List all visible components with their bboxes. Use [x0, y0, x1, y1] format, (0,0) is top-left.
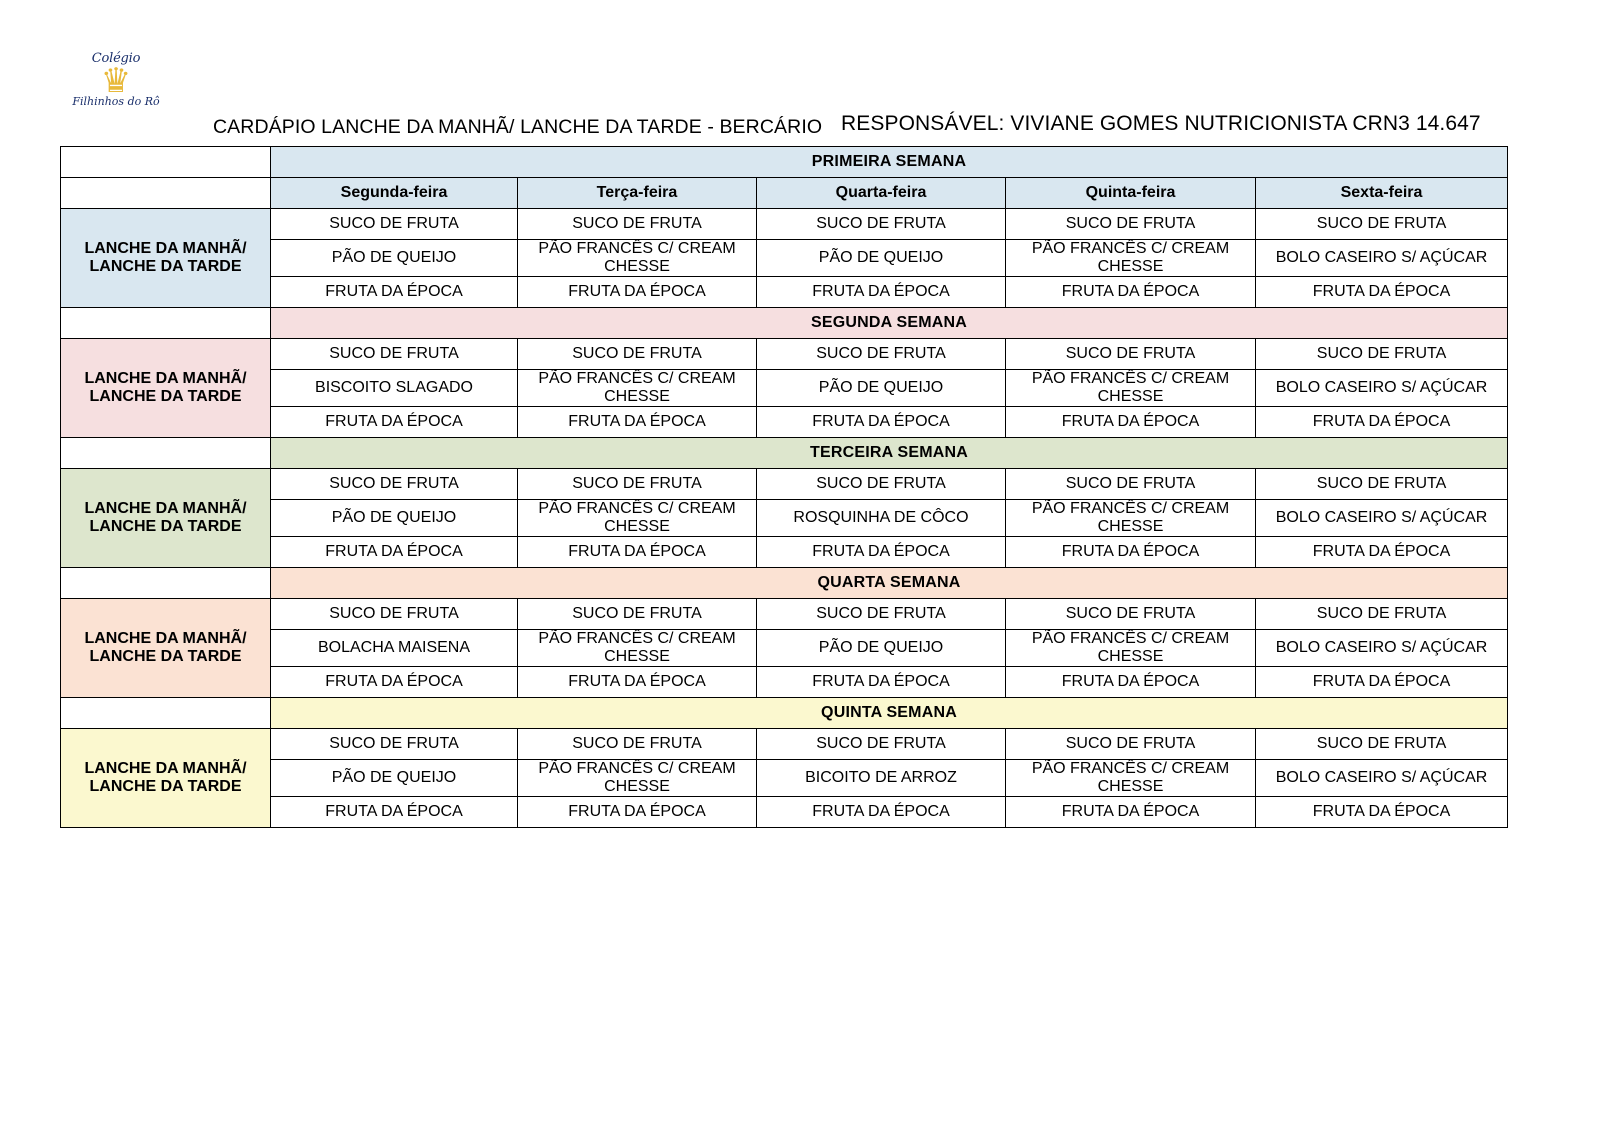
menu-item: FRUTA DA ÉPOCA — [1256, 797, 1508, 828]
menu-item: SUCO DE FRUTA — [518, 469, 757, 500]
menu-item: FRUTA DA ÉPOCA — [757, 797, 1006, 828]
menu-item: BISCOITO SLAGADO — [271, 370, 518, 407]
blank-cell — [61, 438, 271, 469]
menu-item: FRUTA DA ÉPOCA — [518, 667, 757, 698]
menu-item: PÃO DE QUEIJO — [271, 500, 518, 537]
menu-item: BOLO CASEIRO S/ AÇÚCAR — [1256, 760, 1508, 797]
menu-item: PÃO FRANCÊS C/ CREAM CHESSE — [518, 240, 757, 277]
menu-item: BICOITO DE ARROZ — [757, 760, 1006, 797]
menu-item: SUCO DE FRUTA — [271, 339, 518, 370]
table-row — [61, 797, 1508, 828]
menu-item: PÃO FRANCÊS C/ CREAM CHESSE — [1006, 500, 1256, 537]
menu-item: SUCO DE FRUTA — [1256, 729, 1508, 760]
menu-item: PÃO FRANCÊS C/ CREAM CHESSE — [1006, 370, 1256, 407]
menu-item: FRUTA DA ÉPOCA — [518, 407, 757, 438]
menu-item: PÃO DE QUEIJO — [757, 370, 1006, 407]
menu-item: SUCO DE FRUTA — [518, 729, 757, 760]
logo-script-bottom: Filhinhos do Rô — [72, 95, 160, 108]
menu-item: SUCO DE FRUTA — [1006, 599, 1256, 630]
row-label-line1: LANCHE DA MANHÃ/ — [84, 370, 247, 387]
week-banner-row — [61, 147, 1508, 178]
school-logo — [68, 52, 164, 142]
menu-item: FRUTA DA ÉPOCA — [518, 797, 757, 828]
week-banner: SEGUNDA SEMANA — [271, 308, 1508, 339]
menu-item: SUCO DE FRUTA — [757, 469, 1006, 500]
row-label-line2: LANCHE DA TARDE — [89, 518, 242, 535]
table-row — [61, 469, 1508, 500]
menu-item: FRUTA DA ÉPOCA — [1256, 277, 1508, 308]
menu-item: SUCO DE FRUTA — [1006, 469, 1256, 500]
menu-item: BOLACHA MAISENA — [271, 630, 518, 667]
table-row — [61, 240, 1508, 277]
row-label-line1: LANCHE DA MANHÃ/ — [84, 500, 247, 517]
table-row — [61, 407, 1508, 438]
menu-item: SUCO DE FRUTA — [271, 209, 518, 240]
meal-row-label — [61, 469, 271, 568]
row-label-line1: LANCHE DA MANHÃ/ — [84, 760, 247, 777]
day-header-2: Terça-feira — [518, 178, 757, 209]
table-row — [61, 537, 1508, 568]
day-header-5: Sexta-feira — [1256, 178, 1508, 209]
blank-cell — [61, 308, 271, 339]
menu-item: FRUTA DA ÉPOCA — [757, 407, 1006, 438]
menu-item: BOLO CASEIRO S/ AÇÚCAR — [1256, 630, 1508, 667]
menu-item: FRUTA DA ÉPOCA — [757, 537, 1006, 568]
table-row — [61, 339, 1508, 370]
day-header-1: Segunda-feira — [271, 178, 518, 209]
menu-item: PÃO FRANCÊS C/ CREAM CHESSE — [1006, 760, 1256, 797]
menu-item: PÃO FRANCÊS C/ CREAM CHESSE — [1006, 630, 1256, 667]
logo-script-top: Colégio — [91, 51, 141, 66]
day-header-3: Quarta-feira — [757, 178, 1006, 209]
menu-item: FRUTA DA ÉPOCA — [271, 277, 518, 308]
menu-item: FRUTA DA ÉPOCA — [271, 797, 518, 828]
menu-item: SUCO DE FRUTA — [271, 729, 518, 760]
table-row — [61, 729, 1508, 760]
menu-item: SUCO DE FRUTA — [1256, 209, 1508, 240]
menu-item: SUCO DE FRUTA — [1256, 339, 1508, 370]
menu-item: FRUTA DA ÉPOCA — [518, 277, 757, 308]
row-label-line1: LANCHE DA MANHÃ/ — [84, 630, 247, 647]
day-header-4: Quinta-feira — [1006, 178, 1256, 209]
menu-item: SUCO DE FRUTA — [1006, 209, 1256, 240]
menu-item: PÃO FRANCÊS C/ CREAM CHESSE — [518, 500, 757, 537]
menu-item: FRUTA DA ÉPOCA — [271, 667, 518, 698]
menu-item: FRUTA DA ÉPOCA — [1006, 277, 1256, 308]
menu-item: PÃO DE QUEIJO — [271, 760, 518, 797]
document-header — [0, 0, 1600, 148]
menu-item: SUCO DE FRUTA — [757, 339, 1006, 370]
menu-item: FRUTA DA ÉPOCA — [1006, 667, 1256, 698]
menu-item: BOLO CASEIRO S/ AÇÚCAR — [1256, 240, 1508, 277]
week-banner-row — [61, 698, 1508, 729]
row-label-line2: LANCHE DA TARDE — [89, 388, 242, 405]
menu-item: PÃO FRANCÊS C/ CREAM CHESSE — [1006, 240, 1256, 277]
menu-item: SUCO DE FRUTA — [1256, 469, 1508, 500]
row-label-line2: LANCHE DA TARDE — [89, 648, 242, 665]
menu-item: FRUTA DA ÉPOCA — [271, 537, 518, 568]
menu-item: FRUTA DA ÉPOCA — [1006, 407, 1256, 438]
row-label-line1: LANCHE DA MANHÃ/ — [84, 240, 247, 257]
menu-item: SUCO DE FRUTA — [271, 469, 518, 500]
menu-table-body — [61, 147, 1508, 828]
week-banner-row — [61, 568, 1508, 599]
table-row — [61, 667, 1508, 698]
meal-row-label — [61, 599, 271, 698]
meal-row-label — [61, 729, 271, 828]
menu-item: SUCO DE FRUTA — [1006, 339, 1256, 370]
menu-item: SUCO DE FRUTA — [1006, 729, 1256, 760]
week-banner-row — [61, 308, 1508, 339]
menu-item: SUCO DE FRUTA — [757, 209, 1006, 240]
crown-icon: ♛ — [100, 62, 132, 100]
meal-row-label — [61, 209, 271, 308]
table-row — [61, 630, 1508, 667]
blank-cell — [61, 178, 271, 209]
menu-table — [60, 146, 1508, 828]
menu-item: SUCO DE FRUTA — [757, 729, 1006, 760]
menu-item: PÃO FRANCÊS C/ CREAM CHESSE — [518, 370, 757, 407]
row-label-line2: LANCHE DA TARDE — [89, 778, 242, 795]
table-row — [61, 760, 1508, 797]
menu-item: FRUTA DA ÉPOCA — [757, 667, 1006, 698]
table-row — [61, 500, 1508, 537]
week-banner: TERCEIRA SEMANA — [271, 438, 1508, 469]
blank-cell — [61, 568, 271, 599]
menu-item: SUCO DE FRUTA — [271, 599, 518, 630]
menu-item: SUCO DE FRUTA — [518, 339, 757, 370]
table-row — [61, 370, 1508, 407]
week-banner: QUARTA SEMANA — [271, 568, 1508, 599]
menu-item: SUCO DE FRUTA — [757, 599, 1006, 630]
menu-item: PÃO DE QUEIJO — [271, 240, 518, 277]
menu-item: BOLO CASEIRO S/ AÇÚCAR — [1256, 500, 1508, 537]
table-row — [61, 599, 1508, 630]
week-banner: QUINTA SEMANA — [271, 698, 1508, 729]
week-banner-row — [61, 438, 1508, 469]
day-header-row — [61, 178, 1508, 209]
menu-item: PÃO FRANCÊS C/ CREAM CHESSE — [518, 630, 757, 667]
menu-item: SUCO DE FRUTA — [518, 209, 757, 240]
meal-row-label — [61, 339, 271, 438]
row-label-line2: LANCHE DA TARDE — [89, 258, 242, 275]
menu-item: FRUTA DA ÉPOCA — [1256, 537, 1508, 568]
menu-item: FRUTA DA ÉPOCA — [271, 407, 518, 438]
menu-item: FRUTA DA ÉPOCA — [757, 277, 1006, 308]
menu-item: PÃO DE QUEIJO — [757, 630, 1006, 667]
menu-item: FRUTA DA ÉPOCA — [518, 537, 757, 568]
table-row — [61, 277, 1508, 308]
menu-item: FRUTA DA ÉPOCA — [1256, 667, 1508, 698]
menu-item: SUCO DE FRUTA — [518, 599, 757, 630]
menu-item: FRUTA DA ÉPOCA — [1256, 407, 1508, 438]
responsible-nutritionist: RESPONSÁVEL: VIVIANE GOMES NUTRICIONISTA CRN3 14.647 — [841, 112, 1481, 135]
menu-item: BOLO CASEIRO S/ AÇÚCAR — [1256, 370, 1508, 407]
menu-item: PÃO DE QUEIJO — [757, 240, 1006, 277]
page-title: CARDÁPIO LANCHE DA MANHÃ/ LANCHE DA TARDE - BERCÁRIO — [213, 116, 823, 138]
menu-item: PÃO FRANCÊS C/ CREAM CHESSE — [518, 760, 757, 797]
menu-item: FRUTA DA ÉPOCA — [1006, 537, 1256, 568]
table-row — [61, 209, 1508, 240]
menu-item: FRUTA DA ÉPOCA — [1006, 797, 1256, 828]
week-banner: PRIMEIRA SEMANA — [271, 147, 1508, 178]
blank-cell — [61, 147, 271, 178]
blank-cell — [61, 698, 271, 729]
menu-item: SUCO DE FRUTA — [1256, 599, 1508, 630]
menu-item: ROSQUINHA DE CÔCO — [757, 500, 1006, 537]
